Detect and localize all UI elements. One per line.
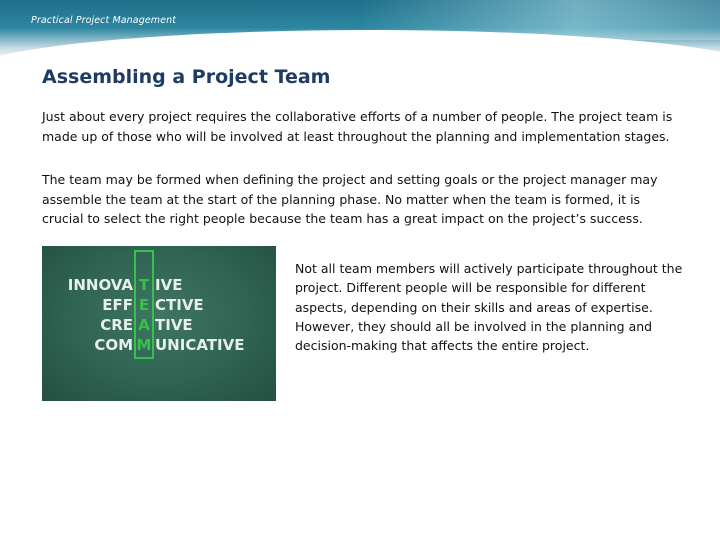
row-1-right: IVE — [155, 276, 183, 294]
row-2-left: EFF — [102, 296, 133, 314]
row-4-right: UNICATIVE — [155, 336, 245, 354]
header-band — [0, 0, 720, 62]
row-4-left: COM — [94, 336, 133, 354]
row-1-letter: T — [138, 276, 150, 294]
intro-paragraph: Just about every project requires the collaborative efforts of a number of people. The project team is made up of those who will be involved at least throughout the planning and implementation stages. — [42, 109, 673, 144]
team-acrostic — [42, 246, 276, 401]
team-chalkboard-image — [42, 246, 276, 401]
page-title: Assembling a Project Team — [42, 66, 331, 88]
row-3-letter: A — [138, 316, 150, 334]
participation-paragraph: Not all team members will actively participate throughout the project. Different people will be responsible for different aspects, depending on their skills and areas of expertise. However, they should all be involved in the planning and decision-making that affects the entire project. — [295, 261, 683, 354]
row-2-letter: E — [138, 296, 150, 314]
row-4-letter: M — [136, 336, 152, 354]
formation-paragraph: The team may be formed when defining the project and setting goals or the project manager may assemble the team at the start of the planning phase. No matter when the team is formed, it is crucial to select the right people because the team has a great impact on the project’s success. — [42, 172, 658, 226]
row-1-left: INNOVA — [67, 276, 133, 294]
row-3-left: CRE — [100, 316, 133, 334]
header-title: Practical Project Management — [31, 15, 177, 26]
row-2-right: CTIVE — [155, 296, 204, 314]
row-3-right: TIVE — [155, 316, 193, 334]
